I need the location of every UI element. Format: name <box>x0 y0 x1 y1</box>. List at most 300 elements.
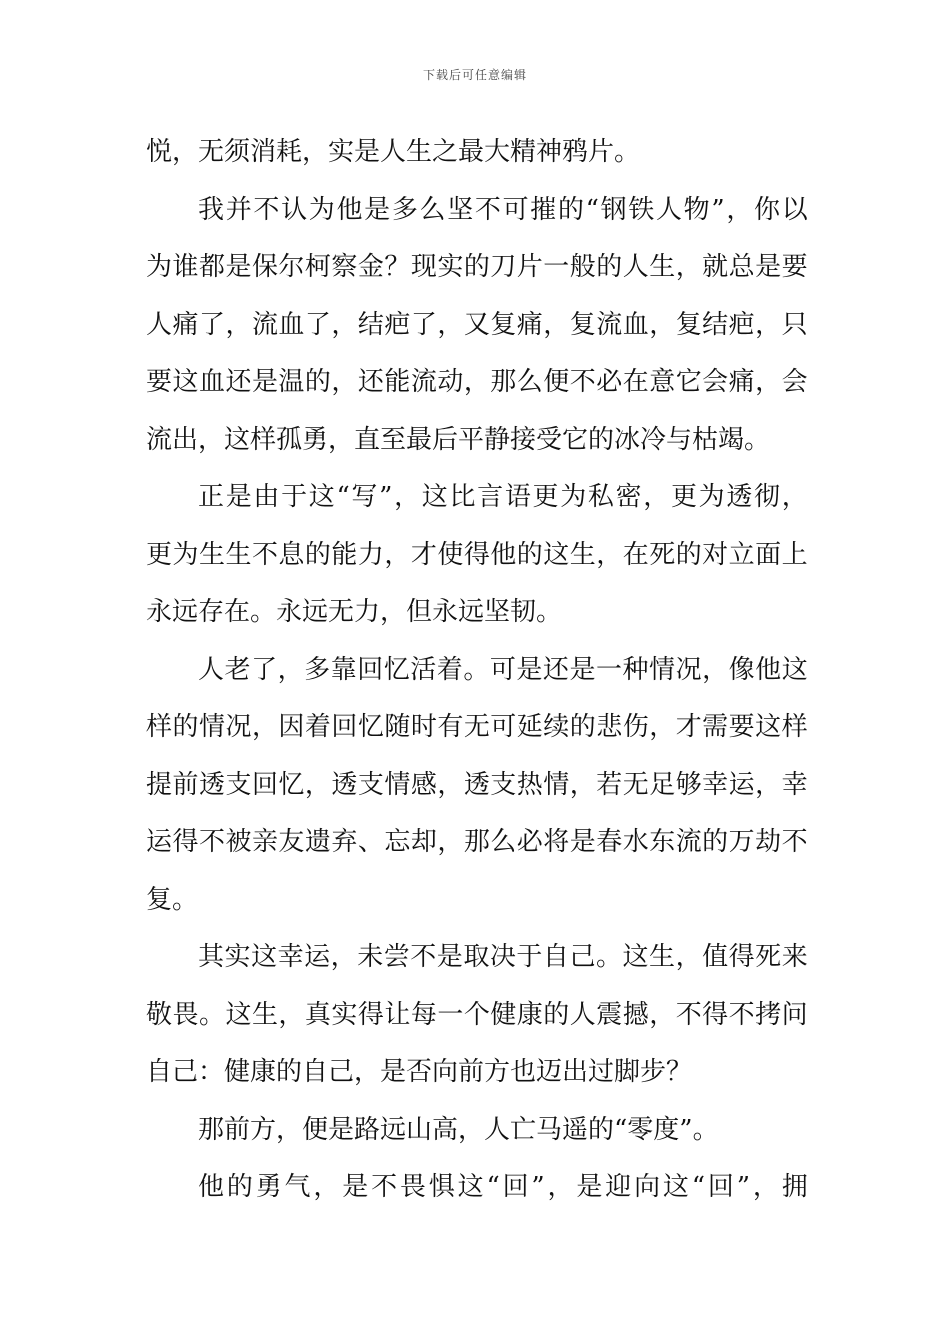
text-char: 是 <box>569 827 596 857</box>
text-char: 温 <box>278 367 305 397</box>
text-line <box>146 297 808 355</box>
text-char: 死 <box>755 942 782 972</box>
text-char: 死 <box>649 539 676 570</box>
text-line <box>146 814 808 872</box>
text-char: 需 <box>702 712 729 742</box>
text-char: 支 <box>357 769 384 800</box>
text-line-content: 复。 <box>146 884 199 915</box>
text-char: 才 <box>675 712 702 742</box>
text-char: 若 <box>596 769 623 800</box>
text-char: 血 <box>622 309 649 340</box>
text-char: 只 <box>781 309 808 340</box>
text-char: ， <box>752 1172 779 1202</box>
text-char: 疤 <box>728 309 755 340</box>
text-char: 运 <box>304 942 331 972</box>
text-char: 悲 <box>596 712 623 742</box>
text-char: 语 <box>504 482 531 512</box>
text-char: 畏 <box>172 999 199 1030</box>
text-char: 得 <box>463 539 490 570</box>
text-char: “ <box>336 482 350 512</box>
text-char: 摧 <box>530 194 557 225</box>
text-char: 为 <box>698 482 725 512</box>
text-line <box>146 642 808 700</box>
text-char: 是 <box>436 942 463 972</box>
text-char: 靠 <box>330 654 357 685</box>
text-char: 将 <box>543 827 570 857</box>
text-char: 比 <box>449 482 476 512</box>
text-char: 私 <box>587 482 614 512</box>
text-line-content: 永远存在。永远无力，但永远坚韧。 <box>146 597 563 627</box>
text-char: 谁 <box>172 252 199 282</box>
text-char: 这 <box>251 942 278 972</box>
text-char: 情 <box>649 654 676 685</box>
text-char: 面 <box>755 539 782 570</box>
text-char: 了 <box>251 654 278 685</box>
text-char: 息 <box>278 539 305 570</box>
text-char: 生 <box>225 539 252 570</box>
text-char: ， <box>755 309 782 340</box>
text-char: 又 <box>463 309 490 340</box>
text-char: ， <box>755 367 782 397</box>
text-char: ， <box>702 654 729 685</box>
text-char: “ <box>486 1172 500 1202</box>
text-char: 是 <box>569 654 596 685</box>
text-char: 幸 <box>277 942 304 972</box>
text-char: 的 <box>675 539 702 570</box>
text-char: 迎 <box>605 1172 632 1202</box>
text-char: ， <box>278 999 305 1030</box>
text-char: ， <box>313 1172 340 1202</box>
text-char: 痛 <box>728 367 755 397</box>
text-char: 得 <box>357 999 384 1030</box>
text-char: 于 <box>281 482 308 512</box>
text-char: 弃 <box>331 827 358 857</box>
text-char: 的 <box>569 712 596 742</box>
text-char: 勇 <box>255 1172 282 1202</box>
text-char: 生 <box>569 539 596 570</box>
text-char: 是 <box>225 482 252 512</box>
text-char: 立 <box>728 539 755 570</box>
text-line <box>146 987 808 1045</box>
text-char: 的 <box>226 1172 253 1202</box>
text-char: 像 <box>728 654 755 685</box>
text-char: 忘 <box>384 827 411 857</box>
text-char: ， <box>463 367 490 397</box>
text-line <box>146 872 808 930</box>
text-char: 活 <box>410 654 437 685</box>
text-char: 。 <box>463 654 490 685</box>
text-char: 时 <box>410 712 437 742</box>
text-char: 意 <box>649 367 676 397</box>
text-char: 运 <box>146 827 173 857</box>
text-char: 其 <box>198 942 225 972</box>
text-char: 未 <box>357 942 384 972</box>
text-char: 现 <box>410 252 437 282</box>
text-char: 这 <box>421 482 448 512</box>
text-char: 回 <box>357 654 384 685</box>
text-char: 无 <box>463 712 490 742</box>
text-char: 便 <box>543 367 570 397</box>
text-char: 得 <box>702 999 729 1030</box>
text-char: 伤 <box>622 712 649 742</box>
text-char: 他 <box>755 654 782 685</box>
text-char: 就 <box>702 252 729 282</box>
text-char: 一 <box>437 999 464 1030</box>
text-char: 复 <box>490 309 517 340</box>
text-char: 幸 <box>781 769 808 800</box>
text-char: 么 <box>490 827 517 857</box>
text-char: ， <box>384 539 411 570</box>
text-char: 因 <box>278 712 305 742</box>
text-char: 并 <box>225 194 252 225</box>
text-char: 么 <box>516 367 543 397</box>
text-char: ， <box>569 769 596 800</box>
text-char: 老 <box>224 654 251 685</box>
text-char: ， <box>277 654 304 685</box>
text-char: 多 <box>391 194 418 225</box>
text-char: 况 <box>225 712 252 742</box>
text-char: 写 <box>351 482 378 512</box>
text-char: 那 <box>463 827 490 857</box>
text-char: 血 <box>198 367 225 397</box>
text-char: 情 <box>384 769 411 800</box>
text-char: 回 <box>331 712 358 742</box>
text-char: 被 <box>225 827 252 857</box>
text-char: 透 <box>331 769 358 800</box>
text-char: 健 <box>490 999 517 1030</box>
text-char: 得 <box>728 942 755 972</box>
text-line <box>146 757 808 815</box>
text-line <box>146 929 808 987</box>
text-line-content: 自己：健康的自己，是否向前方也迈出过脚步？ <box>146 1057 693 1087</box>
text-line <box>146 584 808 642</box>
text-char: 忆 <box>357 712 384 742</box>
text-char: 是 <box>516 654 543 685</box>
text-char: 还 <box>542 654 569 685</box>
text-char: ， <box>781 482 808 512</box>
text-char: ” <box>736 1172 751 1202</box>
text-char: ， <box>225 309 252 340</box>
text-char: 他 <box>490 539 517 570</box>
text-char: ？ <box>384 252 411 282</box>
text-char: 拥 <box>781 1172 808 1202</box>
text-char: 的 <box>304 367 331 397</box>
text-char: 不 <box>474 194 501 225</box>
text-char: 痛 <box>172 309 199 340</box>
text-char: 片 <box>516 252 543 282</box>
text-line <box>146 699 808 757</box>
text-char: 敬 <box>146 999 173 1030</box>
text-char: 水 <box>622 827 649 857</box>
text-char: 可 <box>502 194 529 225</box>
text-char: ， <box>331 309 358 340</box>
text-char: 。 <box>595 942 622 972</box>
text-char: 要 <box>146 367 173 397</box>
text-char: 康 <box>516 999 543 1030</box>
text-char: 动 <box>437 367 464 397</box>
text-char: 不 <box>371 1172 398 1202</box>
text-char: 物 <box>683 194 710 225</box>
text-char: 总 <box>728 252 755 282</box>
text-char: 刀 <box>490 252 517 282</box>
text-char: 拷 <box>755 999 782 1030</box>
text-char: ， <box>304 769 331 800</box>
text-char: 流 <box>251 309 278 340</box>
text-char: 的 <box>702 827 729 857</box>
text-char: 结 <box>357 309 384 340</box>
text-line-content: 流出，这样孤勇，直至最后平静接受它的冰冷与枯竭。 <box>146 424 771 455</box>
text-char: 了 <box>304 309 331 340</box>
text-char: 必 <box>516 827 543 857</box>
text-char: 遗 <box>304 827 331 857</box>
text-char: 人 <box>146 309 173 340</box>
text-char: 着 <box>436 654 463 685</box>
text-char: 种 <box>622 654 649 685</box>
text-char: 气 <box>284 1172 311 1202</box>
text-char: 是 <box>342 1172 369 1202</box>
text-char: 是 <box>576 1172 603 1202</box>
text-char: 却 <box>410 827 437 857</box>
text-char: ， <box>649 712 676 742</box>
text-char: 不 <box>781 827 808 857</box>
text-char: 这 <box>225 999 252 1030</box>
text-char: 随 <box>384 712 411 742</box>
text-char: 东 <box>649 827 676 857</box>
text-char: 不 <box>410 942 437 972</box>
text-char: 足 <box>649 769 676 800</box>
text-char: 要 <box>781 252 808 282</box>
text-line <box>146 124 808 182</box>
text-char: 保 <box>251 252 278 282</box>
text-char: 有 <box>437 712 464 742</box>
text-char: 般 <box>569 252 596 282</box>
text-char: 钢 <box>600 194 627 225</box>
text-char: 才 <box>410 539 437 570</box>
text-char: 感 <box>410 769 437 800</box>
text-char: 流 <box>410 367 437 397</box>
text-line-content: 悦，无须消耗，实是人生之最大精神鸦片。 <box>146 137 641 167</box>
text-char: 提 <box>146 769 173 800</box>
text-char: 来 <box>781 942 808 972</box>
text-char: 不 <box>198 827 225 857</box>
text-char: 复 <box>569 309 596 340</box>
text-char: 更 <box>670 482 697 512</box>
text-char: 透 <box>463 769 490 800</box>
document-body <box>146 124 808 1217</box>
text-char: 透 <box>198 769 225 800</box>
text-char: 况 <box>675 654 702 685</box>
text-char: 复 <box>675 309 702 340</box>
text-line <box>146 1044 808 1102</box>
text-char: 每 <box>410 999 437 1030</box>
text-char: ， <box>675 252 702 282</box>
text-char: 在 <box>622 539 649 570</box>
text-char: 由 <box>253 482 280 512</box>
text-char: 无 <box>622 769 649 800</box>
text-char: 的 <box>596 252 623 282</box>
text-char: 会 <box>702 367 729 397</box>
text-char: 人 <box>655 194 682 225</box>
text-char: 尔 <box>278 252 305 282</box>
text-char: 这 <box>781 654 808 685</box>
text-char: 结 <box>702 309 729 340</box>
text-char: 让 <box>384 999 411 1030</box>
text-char: 更 <box>146 539 173 570</box>
text-char: 的 <box>304 539 331 570</box>
text-char: 支 <box>490 769 517 800</box>
text-char: 更 <box>532 482 559 512</box>
text-char: 人 <box>198 654 225 685</box>
text-char: “ <box>691 1172 706 1202</box>
text-char: 是 <box>755 252 782 282</box>
text-char: 的 <box>557 194 584 225</box>
text-char: ， <box>437 309 464 340</box>
text-char: ” <box>379 482 393 512</box>
text-char: 他 <box>336 194 363 225</box>
text-char: 可 <box>489 654 516 685</box>
text-char: 不 <box>251 539 278 570</box>
text-char: ” <box>531 1172 545 1202</box>
text-char: 生 <box>251 999 278 1030</box>
text-char: “ <box>585 194 599 225</box>
text-char: 还 <box>225 367 252 397</box>
text-char: 它 <box>675 367 702 397</box>
text-char: 流 <box>596 309 623 340</box>
text-char: 尝 <box>383 942 410 972</box>
text-char: ， <box>726 194 753 225</box>
text-char: 幸 <box>702 769 729 800</box>
text-char: 可 <box>490 712 517 742</box>
text-char: 震 <box>596 999 623 1030</box>
text-char: 样 <box>146 712 173 742</box>
text-char: 这 <box>543 539 570 570</box>
text-char: 支 <box>225 769 252 800</box>
text-char: ， <box>596 539 623 570</box>
text-char: 必 <box>596 367 623 397</box>
text-line <box>146 239 808 297</box>
text-char: 不 <box>253 194 280 225</box>
text-line <box>146 527 808 585</box>
text-char: ， <box>330 942 357 972</box>
text-char: 这 <box>172 367 199 397</box>
text-char: 的 <box>516 539 543 570</box>
text-char: 人 <box>622 252 649 282</box>
text-char: 决 <box>489 942 516 972</box>
text-char: 这 <box>755 712 782 742</box>
text-char: 为 <box>172 539 199 570</box>
text-char: 真 <box>304 999 331 1030</box>
text-char: 实 <box>224 942 251 972</box>
text-char: 情 <box>543 769 570 800</box>
page-header-note: 下载后可任意编辑 <box>422 68 527 82</box>
text-char: 为 <box>146 252 173 282</box>
text-char: 不 <box>675 999 702 1030</box>
text-char: 畏 <box>399 1172 426 1202</box>
text-char: 能 <box>331 539 358 570</box>
text-line <box>146 354 808 412</box>
text-char: 使 <box>437 539 464 570</box>
text-char: 他 <box>198 1172 225 1202</box>
text-char: 都 <box>198 252 225 282</box>
text-char: 血 <box>278 309 305 340</box>
text-line-content: 那前方，便是路远山高，人亡马遥的“零度”。 <box>198 1114 719 1145</box>
text-char: 实 <box>331 999 358 1030</box>
text-char: 正 <box>198 482 225 512</box>
text-char: 己 <box>569 942 596 972</box>
text-char: 回 <box>251 769 278 800</box>
text-char: 流 <box>675 827 702 857</box>
text-char: 万 <box>728 827 755 857</box>
text-char: 实 <box>437 252 464 282</box>
text-char: ， <box>251 712 278 742</box>
text-char: 于 <box>516 942 543 972</box>
text-char: 这 <box>308 482 335 512</box>
text-char: ” <box>711 194 725 225</box>
text-char: ， <box>755 769 782 800</box>
text-char: 么 <box>419 194 446 225</box>
text-char: ， <box>437 769 464 800</box>
text-char: 延 <box>516 712 543 742</box>
text-char: 续 <box>543 712 570 742</box>
text-char: 向 <box>634 1172 661 1202</box>
text-char: 坚 <box>447 194 474 225</box>
text-char: 取 <box>463 942 490 972</box>
text-char: 忆 <box>383 654 410 685</box>
text-char: 自 <box>542 942 569 972</box>
text-char: 的 <box>543 999 570 1030</box>
text-char: 要 <box>728 712 755 742</box>
text-char: 金 <box>357 252 384 282</box>
text-char: 。 <box>198 999 225 1030</box>
text-char: 一 <box>595 654 622 685</box>
text-char: 上 <box>781 539 808 570</box>
text-char: 我 <box>198 194 225 225</box>
text-char: 情 <box>198 712 225 742</box>
text-char: ， <box>643 482 670 512</box>
text-char: ， <box>437 827 464 857</box>
text-char: 密 <box>615 482 642 512</box>
text-char: 生 <box>649 942 676 972</box>
text-char: 这 <box>662 1172 689 1202</box>
text-char: 那 <box>490 367 517 397</box>
text-char: 是 <box>251 367 278 397</box>
text-char: 是 <box>225 252 252 282</box>
text-line <box>146 182 808 240</box>
text-char: 会 <box>781 367 808 397</box>
text-char: 能 <box>384 367 411 397</box>
text-char: 这 <box>457 1172 484 1202</box>
text-char: 生 <box>198 539 225 570</box>
text-char: 是 <box>364 194 391 225</box>
text-char: 柯 <box>304 252 331 282</box>
text-char: 前 <box>172 769 199 800</box>
text-char: 运 <box>728 769 755 800</box>
text-char: 为 <box>308 194 335 225</box>
text-char: 铁 <box>628 194 655 225</box>
text-char: 问 <box>781 999 808 1030</box>
text-char: 多 <box>304 654 331 685</box>
text-char: 回 <box>707 1172 734 1202</box>
text-char: 够 <box>675 769 702 800</box>
text-char: 惧 <box>428 1172 455 1202</box>
text-char: 察 <box>331 252 358 282</box>
text-char: 了 <box>410 309 437 340</box>
text-char: 值 <box>702 942 729 972</box>
text-char: 彻 <box>754 482 781 512</box>
text-char: 的 <box>172 712 199 742</box>
text-char: 生 <box>649 252 676 282</box>
text-char: ， <box>649 999 676 1030</box>
